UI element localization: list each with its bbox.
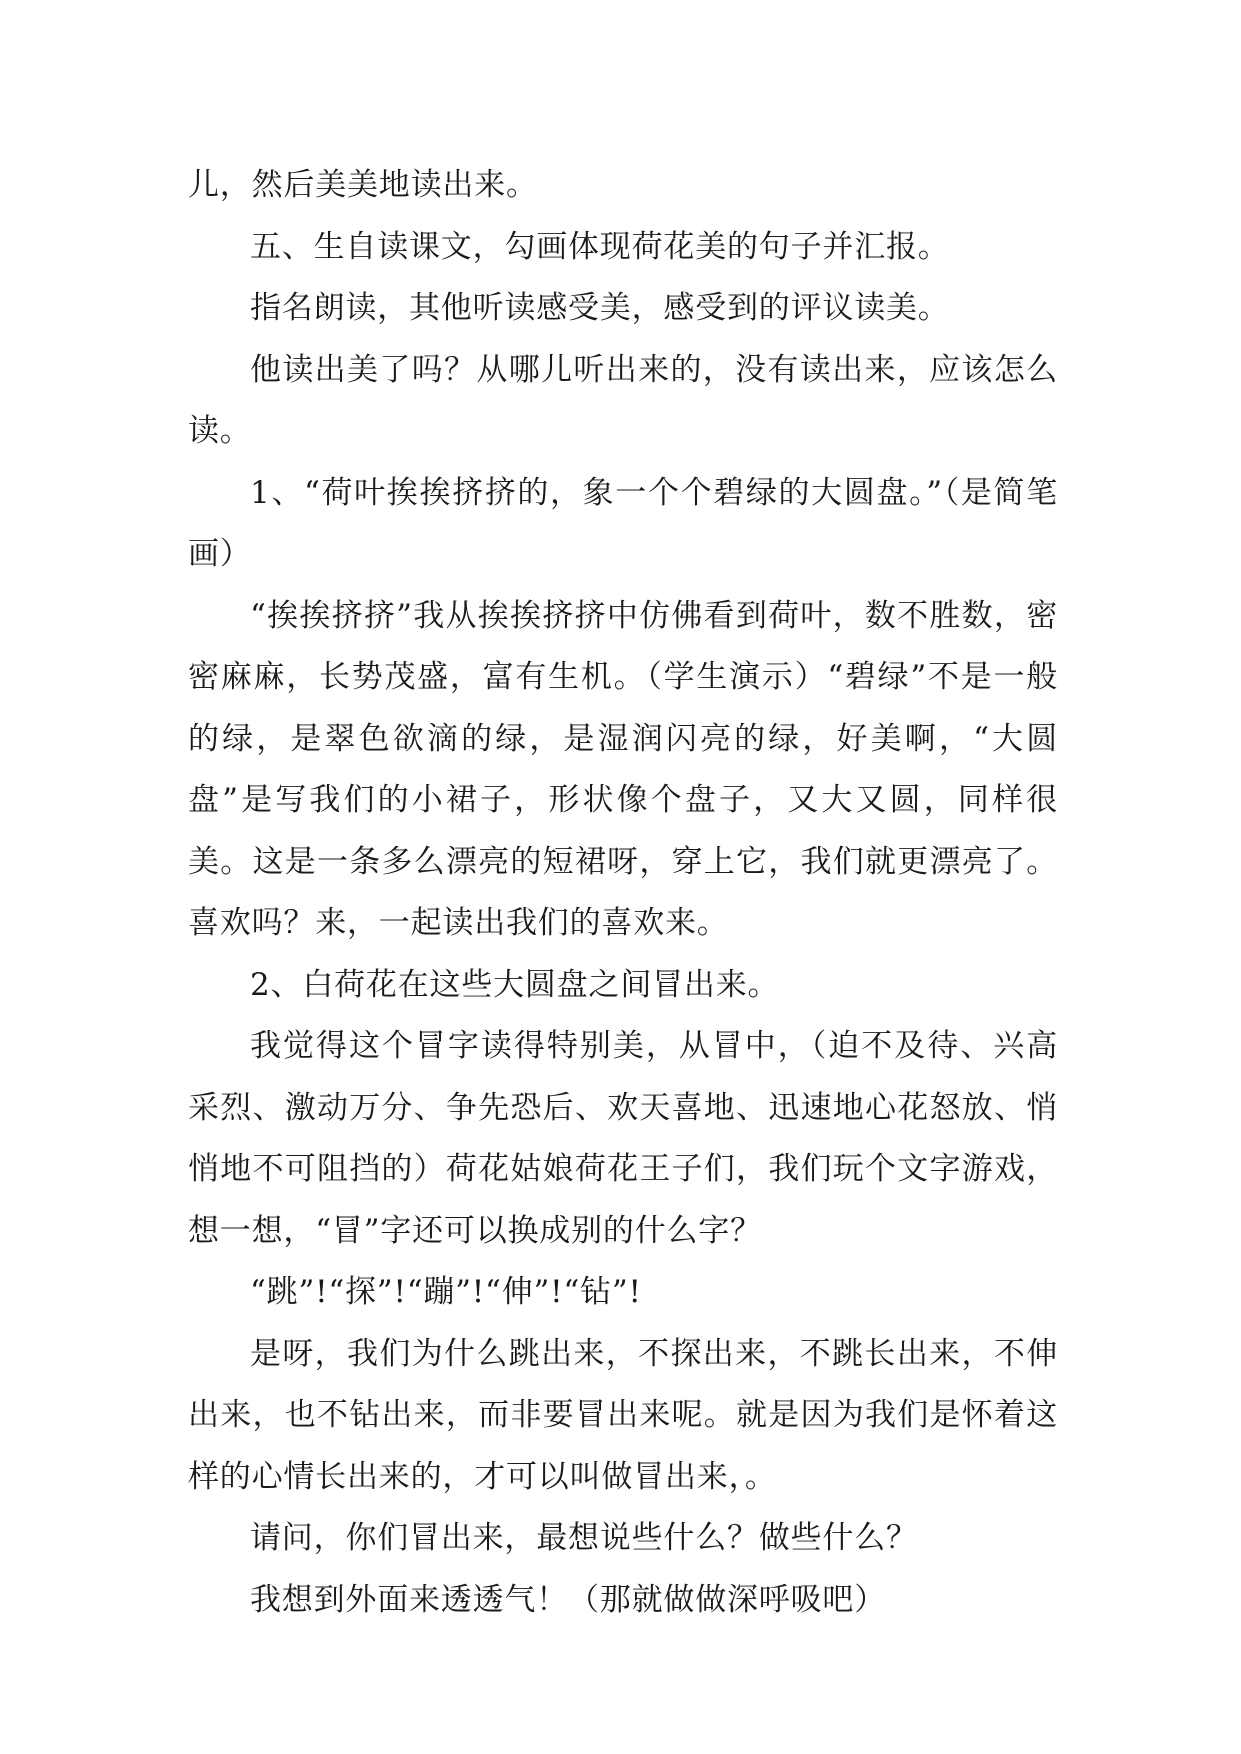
paragraph: 我想到外面来透透气！（那就做做深呼吸吧） — [250, 1581, 886, 1618]
paragraph: 1、“荷叶挨挨挤挤的，象一个个碧绿的大圆盘。”（是简笔画） — [188, 474, 1058, 572]
paragraph: 是呀，我们为什么跳出来，不探出来，不跳长出来，不伸出来，也不钻出来，而非要冒出来呢。就是因为我们是怀着这样的心情长出来的，才可以叫做冒出来，。 — [188, 1335, 1058, 1495]
paragraph: 指名朗读，其他听读感受美，感受到的评议读美。 — [250, 290, 950, 326]
paragraph: “跳”!“探”!“蹦”!“伸”!“钻”! — [250, 1274, 642, 1310]
paragraph: “挨挨挤挤”我从挨挨挤挤中仿佛看到荷叶，数不胜数，密密麻麻，长势茂盛，富有生机。（学生演示）“碧绿”不是一般的绿，是翠色欲滴的绿，是湿润闪亮的绿，好美啊，“大圆盘”是写我们的小裙子，形状像个盘子，又大又圆，同样很美。这是一条多么漂亮的短裙呀，穿上它，我们就更漂亮了。喜欢吗？来，一起读出我们的喜欢来。 — [188, 597, 1058, 941]
paragraph: 2、白荷花在这些大圆盘之间冒出来。 — [250, 966, 780, 1003]
paragraph: 请问，你们冒出来，最想说些什么？做些什么？ — [250, 1520, 918, 1556]
paragraph: 他读出美了吗？从哪儿听出来的，没有读出来，应该怎么读。 — [188, 351, 1058, 449]
paragraph: 五、生自读课文，勾画体现荷花美的句子并汇报。 — [250, 228, 950, 265]
paragraph: 我觉得这个冒字读得特别美，从冒中，（迫不及待、兴高采烈、激动万分、争先恐后、欢天喜地、迅速地心花怒放、悄悄地不可阻挡的）荷花姑娘荷花王子们，我们玩个文字游戏，想一想，“冒”字还可以换成别的什么字？ — [188, 1028, 1058, 1249]
paragraph: 儿，然后美美地读出来。 — [188, 167, 538, 203]
document-body — [188, 155, 1058, 1631]
